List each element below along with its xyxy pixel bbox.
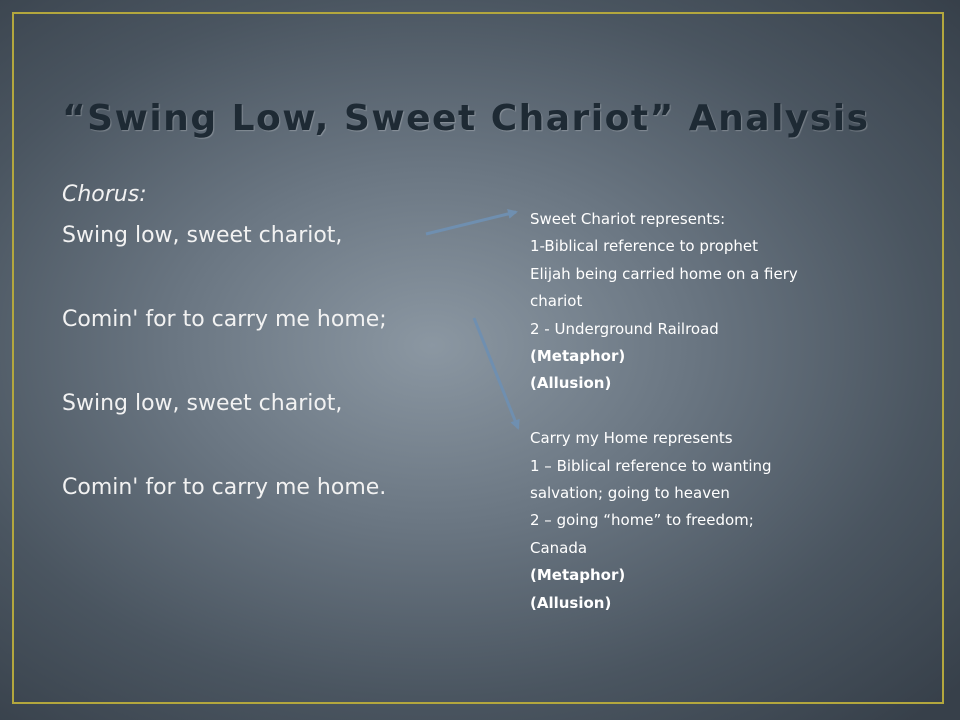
chariot-heading: Sweet Chariot represents: — [530, 210, 726, 228]
home-point-2: 2 – going “home” to freedom; — [530, 511, 754, 530]
arrow-to-home-note — [474, 318, 518, 428]
chariot-device-allusion: (Allusion) — [530, 374, 612, 393]
arrow-to-chariot-note — [426, 212, 516, 234]
home-point-2-cont: Canada — [530, 538, 588, 557]
chorus-line-2: Comin' for to carry me home; — [62, 307, 387, 332]
chariot-point-2: 2 - Underground Railroad — [530, 319, 719, 338]
home-heading: Carry my Home represents — [530, 429, 733, 448]
chorus-line-4: Comin' for to carry me home. — [62, 475, 387, 500]
home-device-metaphor: (Metaphor) — [530, 566, 626, 585]
chariot-point-1-cont: Elijah being carried home on a fiery — [530, 264, 798, 283]
chorus-line-1: Swing low, sweet chariot, — [62, 223, 343, 248]
home-point-1: 1 – Biblical reference to wanting — [530, 456, 772, 475]
chorus-line-3: Swing low, sweet chariot, — [62, 391, 343, 416]
chorus-label: Chorus: — [62, 182, 147, 207]
chariot-point-1: 1-Biblical reference to prophet — [530, 237, 759, 256]
home-device-allusion: (Allusion) — [530, 593, 612, 612]
slide-title: “Swing Low, Sweet Chariot” Analysis — [62, 98, 870, 139]
chariot-point-1-end: chariot — [530, 292, 583, 311]
home-point-1-cont: salvation; going to heaven — [530, 484, 730, 503]
chariot-device-metaphor: (Metaphor) — [530, 347, 626, 366]
